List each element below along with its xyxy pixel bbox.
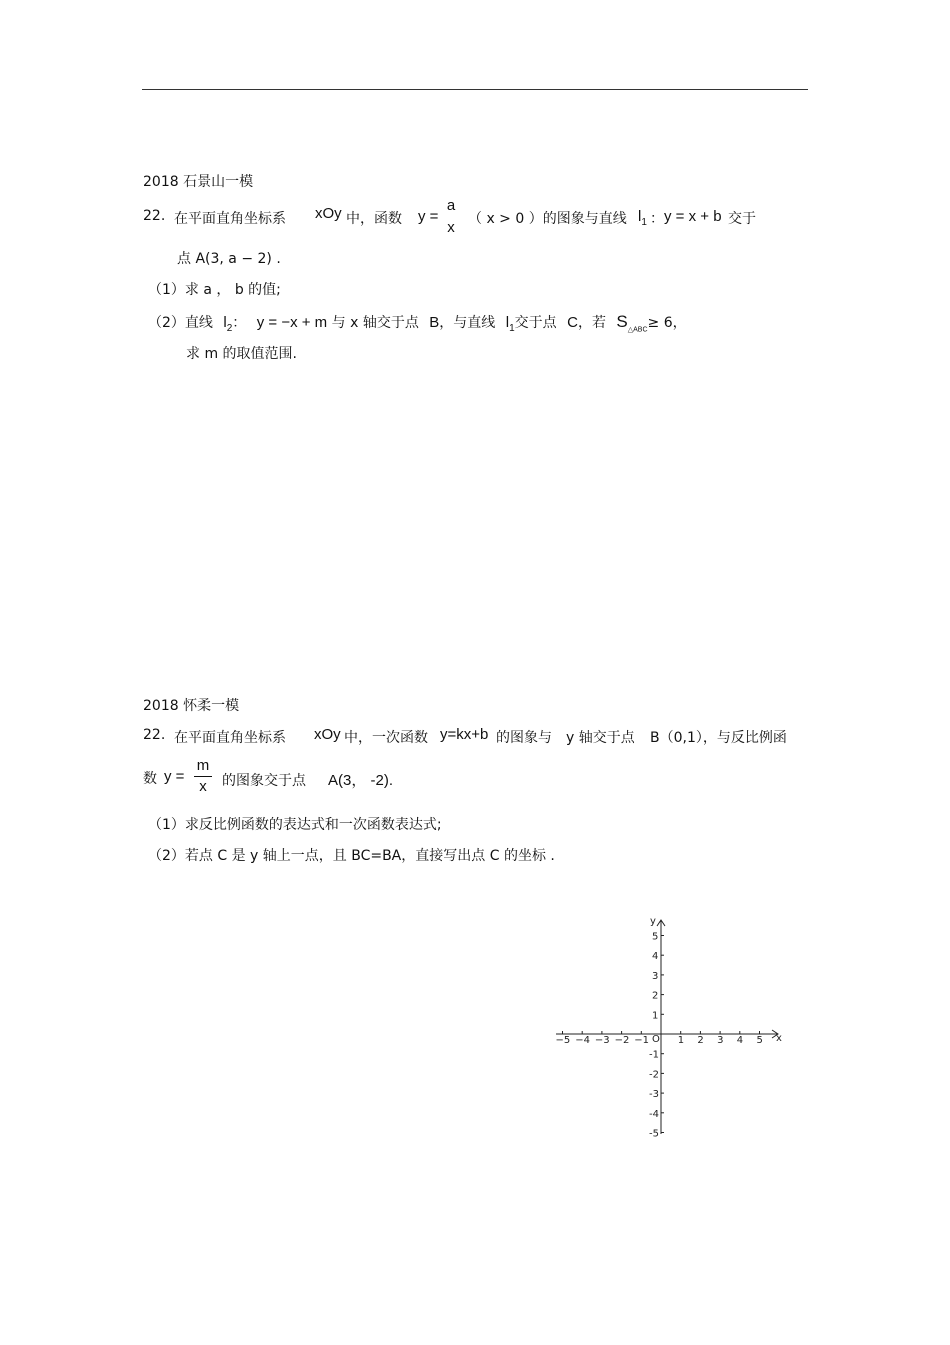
x-tick-label: −3	[594, 1035, 610, 1046]
x-tick-label: −1	[634, 1035, 650, 1046]
fraction-numerator: m	[196, 757, 210, 774]
y-tick-label: -1	[649, 1049, 659, 1061]
fraction-denominator: x	[447, 219, 455, 236]
problem2-question1: （1）求反比例函数的表达式和一次函数表达式;	[148, 817, 442, 833]
x-tick-label: 1	[677, 1035, 685, 1046]
y-tick-label: 4	[652, 951, 659, 963]
y-tick-label: -3	[649, 1089, 659, 1101]
y-tick-label: 1	[652, 1010, 659, 1022]
problem1-colon: ：	[650, 211, 664, 227]
fraction-bar	[194, 776, 212, 777]
y-tick-label: -5	[649, 1128, 659, 1140]
fraction-numerator: a	[446, 197, 456, 214]
x-tick-label: −5	[555, 1035, 571, 1046]
y-tick-label: 3	[652, 970, 659, 982]
x-tick-label: 5	[756, 1035, 763, 1046]
problem2-line2-text1: 数	[143, 771, 157, 787]
x-tick-label: 3	[717, 1035, 724, 1046]
problem1-number: 22.	[143, 208, 166, 224]
problem2-question2: （2）若点 C 是 y 轴上一点，且 BC=BA，直接写出点 C 的坐标 .	[148, 848, 555, 864]
problem2-line1-text6: y 轴交于点	[566, 730, 635, 746]
x-axis-label: x	[776, 1033, 782, 1044]
problem1-domain-text: （ x > 0 ）的图象与直线	[468, 211, 627, 227]
coordinate-axes	[548, 908, 788, 1140]
problem1-line1-text1: 在平面直角坐标系	[174, 211, 286, 227]
y-tick-label: -2	[649, 1069, 659, 1081]
problem1-l1: $l_1$	[638, 208, 647, 228]
y-tick-label: 5	[652, 931, 659, 943]
x-tick-label: −4	[575, 1035, 590, 1046]
problem2-linear-function: y=kx+b	[440, 726, 489, 743]
problem2-xoy: xOy	[314, 726, 341, 743]
x-tick-label: 4	[736, 1035, 744, 1046]
problem1-xoy: xOy	[315, 205, 342, 222]
problem1-question2: （2）直线 $l_2$： y = −x + m 与 x 轴交于点 B，与直线 $l_1$交于点 C，若 $S_{\triangle ABC}\ge 6$，	[148, 312, 687, 334]
problem1-y-equals: y =	[418, 208, 439, 225]
problem1-intersect-text: 交于	[728, 211, 756, 227]
problem1-question2-line2: 求 m 的取值范围.	[186, 346, 297, 362]
problem2-line1-text5: 的图象与	[496, 730, 552, 746]
y-tick-label: 2	[652, 990, 659, 1002]
problem1-fraction-a-over-x	[444, 197, 458, 237]
origin-label: O	[652, 1034, 660, 1045]
x-tick-label: 2	[697, 1035, 704, 1046]
fraction-denominator: x	[199, 778, 207, 795]
header-rule	[142, 89, 808, 90]
problem2-number: 22.	[143, 727, 166, 743]
problem2-fraction-m-over-x	[194, 757, 212, 796]
problem1-line-equation: y = x + b	[664, 208, 722, 225]
problem1-point-a: 点 A(3, a − 2) .	[177, 251, 281, 267]
problem2-point-a: A(3， -2).	[328, 772, 394, 789]
y-tick-label: -4	[649, 1108, 659, 1120]
problem2-y-equals: y =	[164, 768, 185, 785]
problem1-line1-text3: 中，函数	[346, 211, 402, 227]
problem2-line2-text3: 的图象交于点	[222, 773, 306, 789]
problem1-source: 2018 石景山一模	[143, 174, 254, 190]
y-axis-label: y	[650, 916, 656, 927]
axes-group	[556, 916, 783, 1140]
problem2-point-b-text: B（0,1），与反比例函	[650, 730, 787, 746]
x-tick-label: −2	[614, 1035, 630, 1046]
problem1-question1: （1）求 a ， b 的值;	[148, 282, 281, 298]
problem2-line1-text1: 在平面直角坐标系	[174, 730, 286, 746]
problem2-line1-text3: 中，一次函数	[344, 730, 428, 746]
problem2-source: 2018 怀柔一模	[143, 698, 240, 714]
